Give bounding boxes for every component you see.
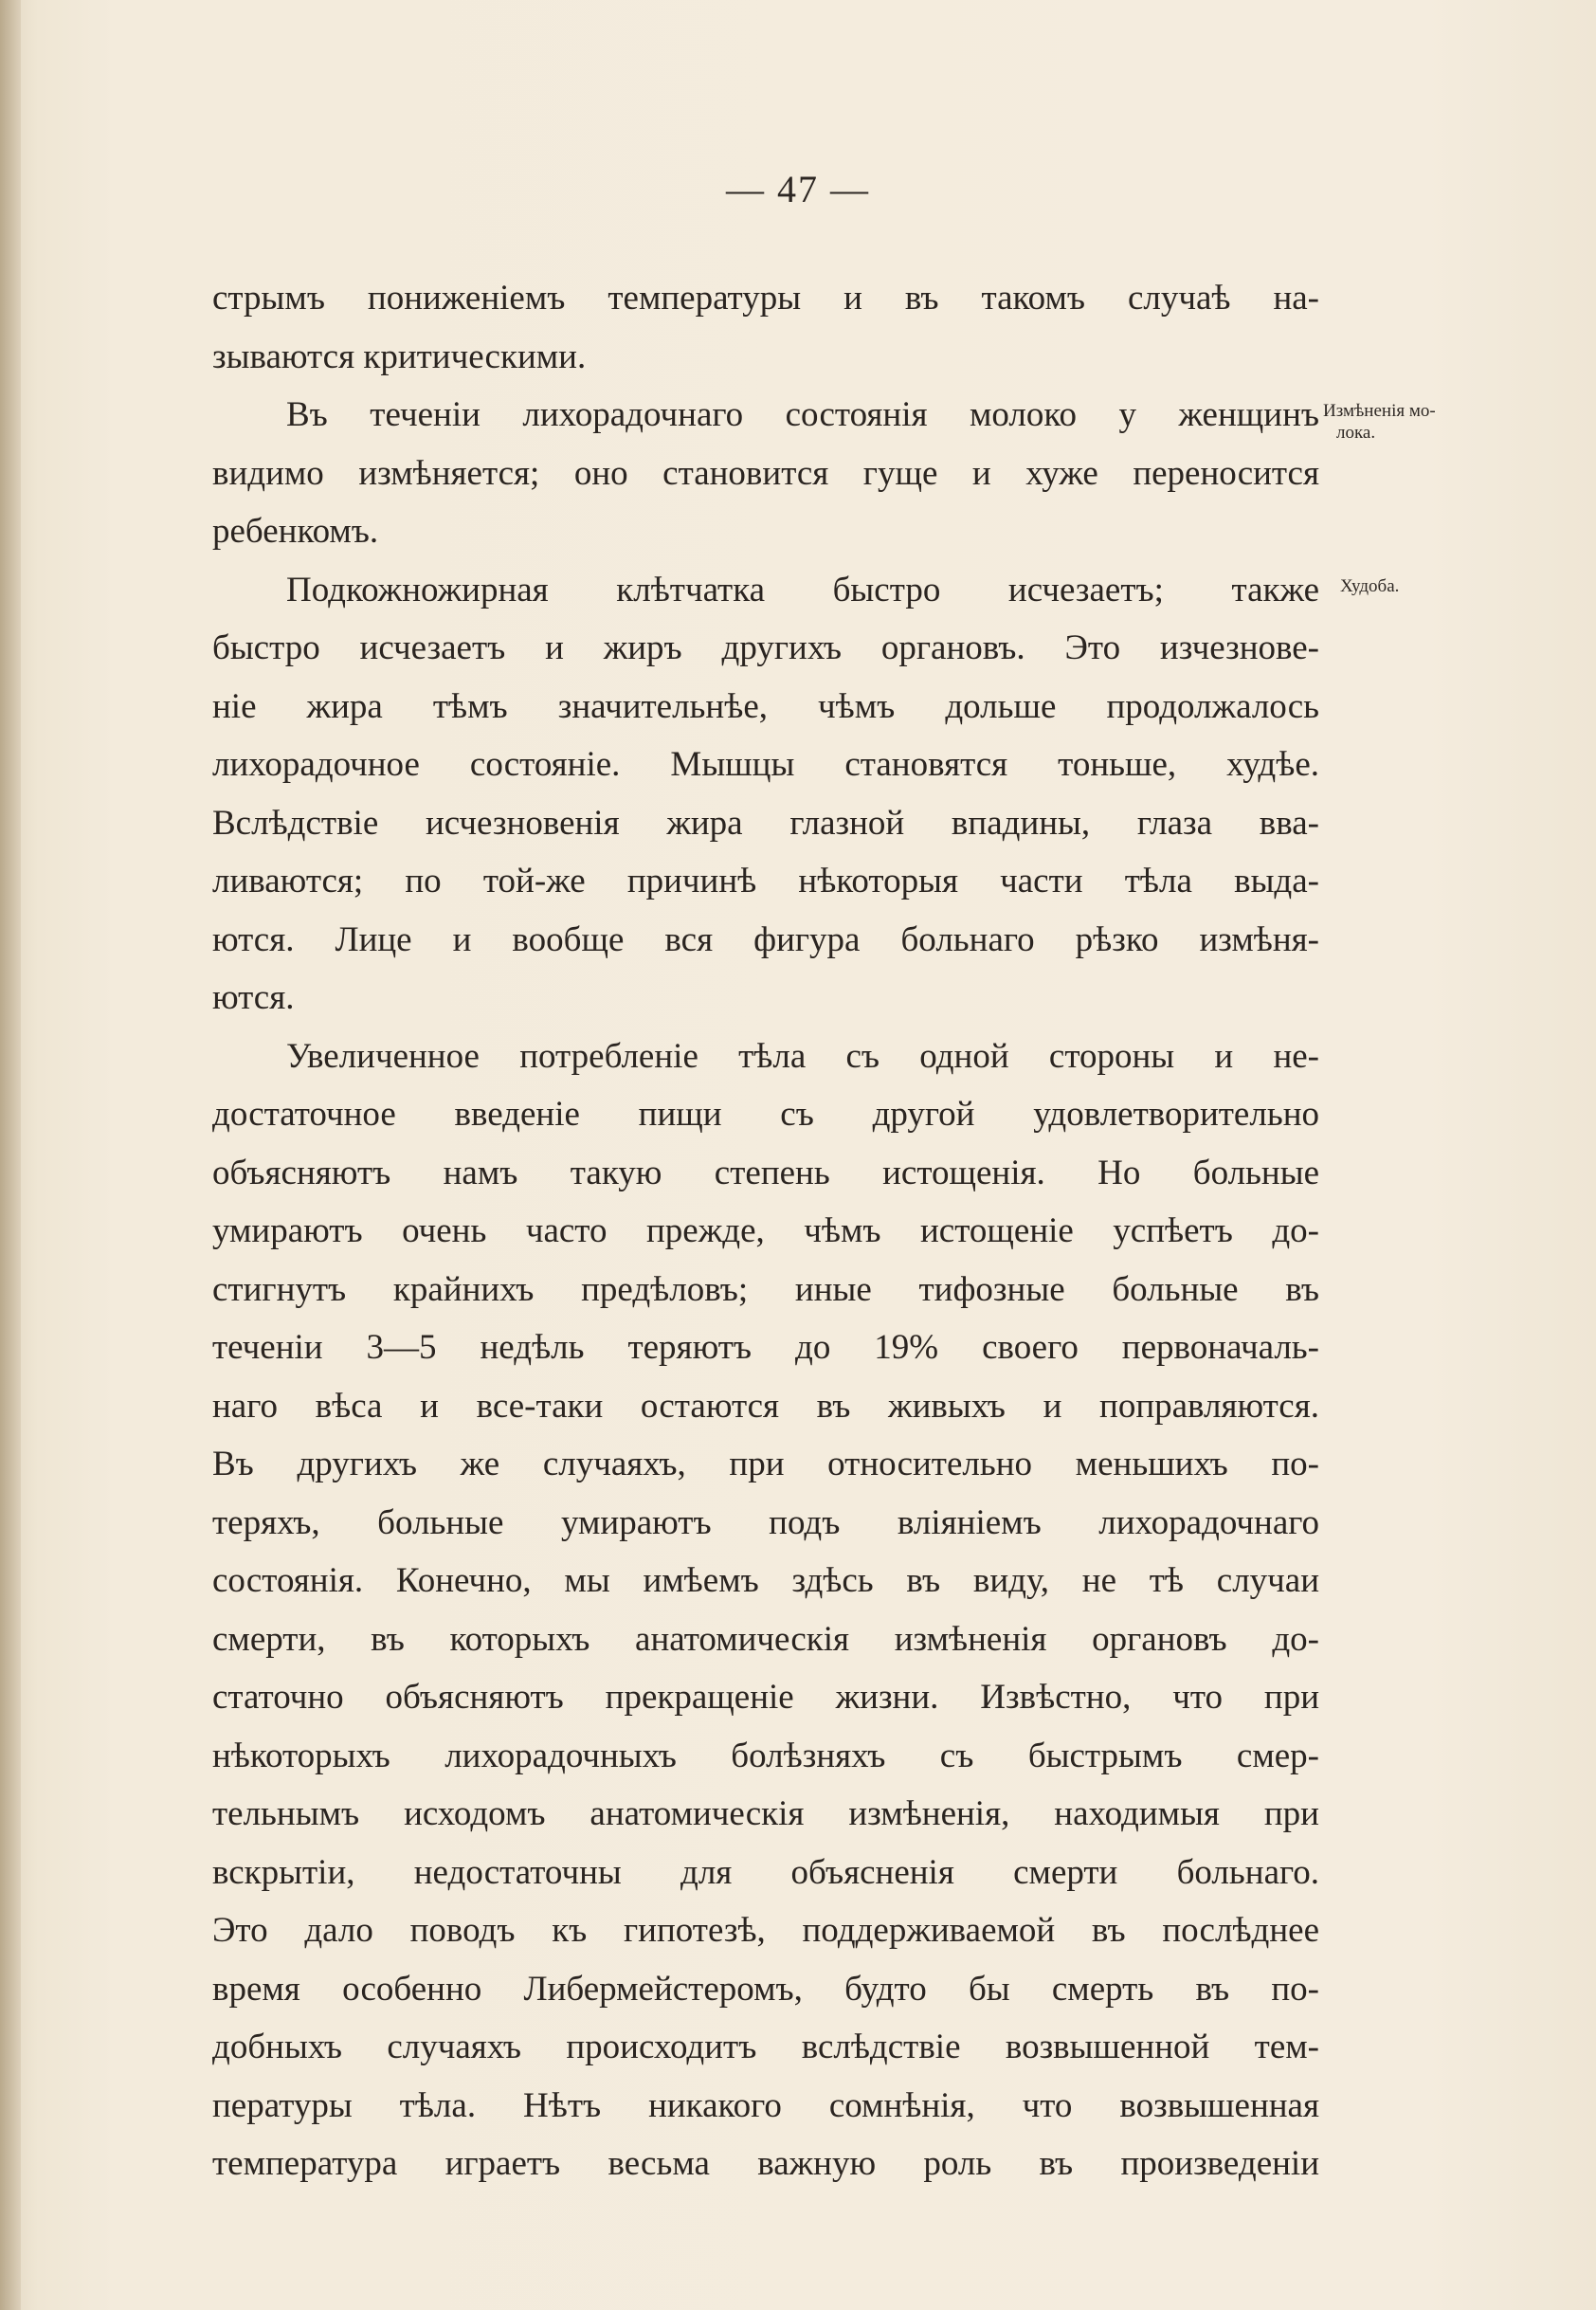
text-line: быстро исчезаетъ и жиръ другихъ органовъ. Это изчезнове-	[212, 628, 1319, 667]
binding-edge	[0, 0, 21, 2310]
margin-note-milk-changes-cont: лока.	[1336, 423, 1376, 443]
text-line: смерти, въ которыхъ анатомическія измѣненія органовъ до-	[212, 1619, 1319, 1659]
text-line: теченіи 3—5 недѣль теряютъ до 19% своего первоначаль-	[212, 1328, 1319, 1367]
text-line: достаточное введеніе пищи съ другой удовлетворительно	[212, 1095, 1319, 1134]
text-line: вскрытіи, недостаточны для объясненія смерти больнаго.	[212, 1852, 1319, 1892]
text-line: пературы тѣла. Нѣтъ никакого сомнѣнія, что возвышенная	[212, 2085, 1319, 2125]
text-line: ются. Лице и вообще вся фигура больнаго рѣзко измѣня-	[212, 919, 1319, 959]
text-line: умираютъ очень часто прежде, чѣмъ истощеніе успѣетъ до-	[212, 1211, 1319, 1250]
text-line: время особенно Либермейстеромъ, будто бы смерть въ по-	[212, 1969, 1319, 2009]
text-line: температура играетъ весьма важную роль въ произведеніи	[212, 2144, 1319, 2183]
text-line: Подкожножирная клѣтчатка быстро исчезаетъ; также	[286, 570, 1319, 609]
text-line: Увеличенное потребленіе тѣла съ одной стороны и не-	[286, 1036, 1319, 1076]
text-line: стрымъ пониженіемъ температуры и въ такомъ случаѣ на-	[212, 279, 1319, 318]
text-line: Въ теченіи лихорадочнаго состоянія молоко у женщинъ	[286, 395, 1319, 434]
text-line: зываются критическими.	[212, 336, 587, 376]
text-line: тельнымъ исходомъ анатомическія измѣненія, находимыя при	[212, 1794, 1319, 1833]
text-line: ются.	[212, 978, 295, 1017]
body-text	[212, 269, 1319, 2193]
text-line: добныхъ случаяхъ происходитъ вслѣдствіе возвышенной тем-	[212, 2028, 1319, 2066]
text-line: наго вѣса и все-таки остаются въ живыхъ и поправляются.	[212, 1386, 1319, 1426]
text-line: ребенкомъ.	[212, 512, 379, 551]
text-line: видимо измѣняется; оно становится гуще и хуже переносится	[212, 453, 1319, 493]
text-line: стигнутъ крайнихъ предѣловъ; иные тифозные больные въ	[212, 1269, 1319, 1309]
text-line: Въ другихъ же случаяхъ, при относительно меньшихъ по-	[212, 1445, 1319, 1483]
text-line: теряхъ, больные умираютъ подъ вліяніемъ лихорадочнаго	[212, 1502, 1319, 1542]
text-line: статочно объясняютъ прекращеніе жизни. Извѣстно, что при	[212, 1678, 1319, 1717]
text-line: Вслѣдствіе исчезновенія жира глазной впадины, глаза вва-	[212, 803, 1319, 843]
text-line: состоянія. Конечно, мы имѣемъ здѣсь въ виду, не тѣ случаи	[212, 1561, 1319, 1600]
page-number: — 47 —	[726, 168, 870, 210]
text-line: лихорадочное состояніе. Мышцы становятся тоньше, худѣе.	[212, 745, 1319, 784]
margin-note-emaciation: Худоба.	[1340, 576, 1400, 596]
text-line: ливаются; по той-же причинѣ нѣкоторыя части тѣла выда-	[212, 862, 1319, 900]
text-line: нѣкоторыхъ лихорадочныхъ болѣзняхъ съ быстрымъ смер-	[212, 1736, 1319, 1775]
text-line: Это дало поводъ къ гипотезѣ, поддерживаемой въ послѣднее	[212, 1911, 1319, 1950]
text-line: ніе жира тѣмъ значительнѣе, чѣмъ дольше продолжалось	[212, 686, 1319, 726]
text-line: объясняютъ намъ такую степень истощенія. Но больные	[212, 1153, 1319, 1192]
margin-note-milk-changes: Измѣненія мо-	[1323, 401, 1436, 421]
